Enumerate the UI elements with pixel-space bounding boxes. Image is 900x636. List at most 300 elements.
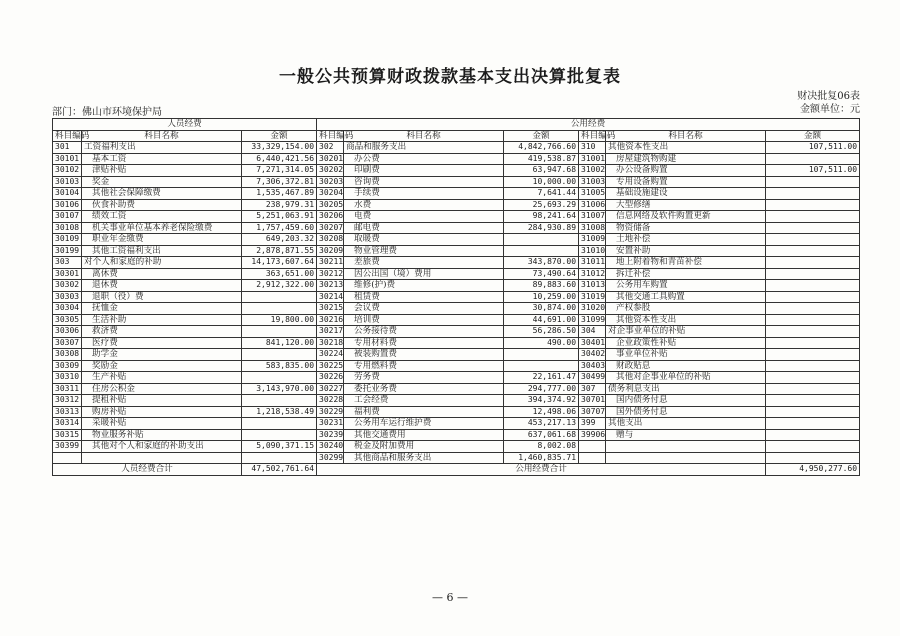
name-cell: 购房补贴 xyxy=(82,406,242,418)
column-header: 科目名称 xyxy=(344,130,504,142)
amount-cell xyxy=(766,291,860,303)
amount-cell: 8,002.08 xyxy=(504,441,579,453)
amount-cell: 63,947.68 xyxy=(504,165,579,177)
amount-cell: 98,241.64 xyxy=(504,211,579,223)
name-cell: 国内债务付息 xyxy=(606,395,766,407)
amount-cell xyxy=(504,360,579,372)
name-cell: 地上附着物和青苗补偿 xyxy=(606,257,766,269)
name-cell: 医疗费 xyxy=(82,337,242,349)
column-header: 科目编码 xyxy=(579,130,606,142)
name-cell: 津贴补贴 xyxy=(82,165,242,177)
code-cell: 30104 xyxy=(53,188,82,200)
amount-cell xyxy=(766,406,860,418)
amount-cell: 284,930.89 xyxy=(504,222,579,234)
amount-cell: 5,090,371.15 xyxy=(242,441,317,453)
code-cell: 30214 xyxy=(317,291,344,303)
form-number: 财决批复06表 xyxy=(797,91,860,102)
name-cell: 对企事业单位的补贴 xyxy=(606,326,766,338)
name-cell: 会议费 xyxy=(344,303,504,315)
code-cell: 30239 xyxy=(317,429,344,441)
amount-cell xyxy=(766,372,860,384)
amount-cell xyxy=(766,418,860,430)
code-cell: 303 xyxy=(53,257,82,269)
amount-cell: 394,374.92 xyxy=(504,395,579,407)
amount-cell xyxy=(766,257,860,269)
totals-row xyxy=(53,464,860,476)
code-cell: 31008 xyxy=(579,222,606,234)
amount-cell: 583,835.00 xyxy=(242,360,317,372)
name-cell: 其他交通费用 xyxy=(344,429,504,441)
code-cell: 30299 xyxy=(317,452,344,464)
expenditure-table xyxy=(52,118,860,476)
amount-cell: 7,271,314.05 xyxy=(242,165,317,177)
code-cell: 31012 xyxy=(579,268,606,280)
public-total-label: 公用经费合计 xyxy=(317,464,766,476)
name-cell: 劳务费 xyxy=(344,372,504,384)
name-cell: 赠与 xyxy=(606,429,766,441)
name-cell: 邮电费 xyxy=(344,222,504,234)
name-cell: 公务用车购置 xyxy=(606,280,766,292)
code-cell: 31019 xyxy=(579,291,606,303)
table-body xyxy=(53,142,860,464)
code-cell: 30202 xyxy=(317,165,344,177)
name-cell xyxy=(82,452,242,464)
name-cell: 离休费 xyxy=(82,268,242,280)
code-cell: 30226 xyxy=(317,372,344,384)
name-cell: 大型修缮 xyxy=(606,199,766,211)
name-cell: 其他资本性支出 xyxy=(606,314,766,326)
name-cell: 因公出国（境）费用 xyxy=(344,268,504,280)
name-cell: 其他对企事业单位的补贴 xyxy=(606,372,766,384)
amount-cell xyxy=(766,360,860,372)
amount-cell: 22,161.47 xyxy=(504,372,579,384)
column-header: 金额 xyxy=(766,130,860,142)
table-row xyxy=(53,165,860,177)
amount-cell xyxy=(766,234,860,246)
name-cell xyxy=(606,441,766,453)
name-cell: 水费 xyxy=(344,199,504,211)
amount-cell xyxy=(242,452,317,464)
name-cell: 抚恤金 xyxy=(82,303,242,315)
code-cell xyxy=(53,452,82,464)
table-row xyxy=(53,234,860,246)
amount-cell: 637,061.68 xyxy=(504,429,579,441)
name-cell: 绩效工资 xyxy=(82,211,242,223)
name-cell: 培训费 xyxy=(344,314,504,326)
code-cell: 30309 xyxy=(53,360,82,372)
code-cell: 30103 xyxy=(53,176,82,188)
code-cell: 31009 xyxy=(579,234,606,246)
amount-cell xyxy=(766,303,860,315)
amount-cell xyxy=(766,383,860,395)
code-cell: 30106 xyxy=(53,199,82,211)
amount-cell xyxy=(766,395,860,407)
code-cell: 30701 xyxy=(579,395,606,407)
name-cell: 奖励金 xyxy=(82,360,242,372)
amount-cell: 73,490.64 xyxy=(504,268,579,280)
code-cell: 30231 xyxy=(317,418,344,430)
table-row xyxy=(53,372,860,384)
name-cell: 其他商品和服务支出 xyxy=(344,452,504,464)
table-row xyxy=(53,280,860,292)
name-cell: 电费 xyxy=(344,211,504,223)
name-cell: 其他交通工具购置 xyxy=(606,291,766,303)
amount-cell: 7,306,372.81 xyxy=(242,176,317,188)
code-cell: 30206 xyxy=(317,211,344,223)
name-cell: 基本工资 xyxy=(82,153,242,165)
code-cell: 30229 xyxy=(317,406,344,418)
public-header: 公用经费 xyxy=(317,119,860,131)
amount-cell: 107,511.00 xyxy=(766,165,860,177)
code-cell: 30308 xyxy=(53,349,82,361)
amount-cell: 3,143,970.00 xyxy=(242,383,317,395)
name-cell: 公务接待费 xyxy=(344,326,504,338)
name-cell: 其他资本性支出 xyxy=(606,142,766,154)
amount-cell xyxy=(766,280,860,292)
name-cell: 印刷费 xyxy=(344,165,504,177)
column-header: 科目编码 xyxy=(317,130,344,142)
table-row xyxy=(53,142,860,154)
code-cell: 30240 xyxy=(317,441,344,453)
code-cell: 30199 xyxy=(53,245,82,257)
table-row xyxy=(53,211,860,223)
code-cell: 30302 xyxy=(53,280,82,292)
amount-cell: 12,498.06 xyxy=(504,406,579,418)
name-cell: 职业年金缴费 xyxy=(82,234,242,246)
amount-cell: 2,878,871.55 xyxy=(242,245,317,257)
table-row xyxy=(53,406,860,418)
name-cell: 物资储备 xyxy=(606,222,766,234)
amount-cell xyxy=(766,211,860,223)
code-cell: 31007 xyxy=(579,211,606,223)
name-cell: 其他社会保障缴费 xyxy=(82,188,242,200)
code-cell: 30213 xyxy=(317,280,344,292)
name-cell: 信息网络及软件购置更新 xyxy=(606,211,766,223)
code-cell: 30204 xyxy=(317,188,344,200)
name-cell: 生活补助 xyxy=(82,314,242,326)
name-cell: 物业管理费 xyxy=(344,245,504,257)
name-cell: 退休费 xyxy=(82,280,242,292)
name-cell: 取暖费 xyxy=(344,234,504,246)
amount-cell: 19,800.00 xyxy=(242,314,317,326)
amount-cell: 107,511.00 xyxy=(766,142,860,154)
column-header: 金额 xyxy=(242,130,317,142)
name-cell: 公务用车运行维护费 xyxy=(344,418,504,430)
amount-cell xyxy=(766,452,860,464)
amount-cell xyxy=(766,268,860,280)
name-cell: 其他对个人和家庭的补助支出 xyxy=(82,441,242,453)
table-row xyxy=(53,268,860,280)
name-cell: 事业单位补贴 xyxy=(606,349,766,361)
table-row xyxy=(53,418,860,430)
amount-cell: 1,535,467.89 xyxy=(242,188,317,200)
amount-cell xyxy=(766,188,860,200)
table-row xyxy=(53,245,860,257)
amount-cell: 89,883.60 xyxy=(504,280,579,292)
code-cell: 30304 xyxy=(53,303,82,315)
name-cell: 物业服务补贴 xyxy=(82,429,242,441)
name-cell: 国外债务付息 xyxy=(606,406,766,418)
amount-cell xyxy=(766,245,860,257)
name-cell: 其他支出 xyxy=(606,418,766,430)
code-cell: 30108 xyxy=(53,222,82,234)
table-row xyxy=(53,222,860,234)
column-header: 金额 xyxy=(504,130,579,142)
code-cell: 30207 xyxy=(317,222,344,234)
amount-cell: 30,874.00 xyxy=(504,303,579,315)
code-cell: 31003 xyxy=(579,176,606,188)
column-header: 科目名称 xyxy=(82,130,242,142)
code-cell: 30402 xyxy=(579,349,606,361)
amount-cell: 56,286.50 xyxy=(504,326,579,338)
personnel-total-amount: 47,502,761.64 xyxy=(242,464,317,476)
name-cell: 房屋建筑物购建 xyxy=(606,153,766,165)
code-cell: 302 xyxy=(317,142,344,154)
name-cell: 安置补助 xyxy=(606,245,766,257)
amount-cell: 6,440,421.56 xyxy=(242,153,317,165)
table-row xyxy=(53,349,860,361)
table-row xyxy=(53,429,860,441)
amount-cell xyxy=(242,395,317,407)
name-cell: 差旅费 xyxy=(344,257,504,269)
name-cell: 专用材料费 xyxy=(344,337,504,349)
name-cell: 拆迁补偿 xyxy=(606,268,766,280)
code-cell: 30109 xyxy=(53,234,82,246)
amount-cell xyxy=(766,153,860,165)
code-cell: 30209 xyxy=(317,245,344,257)
amount-cell: 490.00 xyxy=(504,337,579,349)
code-cell: 30211 xyxy=(317,257,344,269)
name-cell: 机关事业单位基本养老保险缴费 xyxy=(82,222,242,234)
code-cell: 301 xyxy=(53,142,82,154)
code-cell xyxy=(579,441,606,453)
code-cell: 30313 xyxy=(53,406,82,418)
amount-cell: 453,217.13 xyxy=(504,418,579,430)
amount-cell xyxy=(242,349,317,361)
name-cell: 产权参股 xyxy=(606,303,766,315)
table-row xyxy=(53,360,860,372)
code-cell: 30201 xyxy=(317,153,344,165)
code-cell: 31005 xyxy=(579,188,606,200)
code-cell: 30228 xyxy=(317,395,344,407)
table-row xyxy=(53,441,860,453)
name-cell: 企业政策性补贴 xyxy=(606,337,766,349)
name-cell: 福利费 xyxy=(344,406,504,418)
amount-cell xyxy=(242,291,317,303)
amount-cell xyxy=(766,326,860,338)
code-cell: 30315 xyxy=(53,429,82,441)
amount-cell: 2,912,322.00 xyxy=(242,280,317,292)
table-row xyxy=(53,188,860,200)
code-cell: 30216 xyxy=(317,314,344,326)
code-cell: 30208 xyxy=(317,234,344,246)
name-cell: 债务利息支出 xyxy=(606,383,766,395)
code-cell: 30306 xyxy=(53,326,82,338)
code-cell: 304 xyxy=(579,326,606,338)
name-cell: 租赁费 xyxy=(344,291,504,303)
name-cell: 住房公积金 xyxy=(82,383,242,395)
code-cell: 31011 xyxy=(579,257,606,269)
table-row xyxy=(53,176,860,188)
name-cell: 委托业务费 xyxy=(344,383,504,395)
code-cell: 30399 xyxy=(53,441,82,453)
code-cell: 30305 xyxy=(53,314,82,326)
amount-cell: 649,203.32 xyxy=(242,234,317,246)
table-row xyxy=(53,337,860,349)
table-row xyxy=(53,452,860,464)
code-cell: 30707 xyxy=(579,406,606,418)
table-row xyxy=(53,303,860,315)
amount-cell: 25,693.29 xyxy=(504,199,579,211)
code-cell: 30301 xyxy=(53,268,82,280)
name-cell: 工会经费 xyxy=(344,395,504,407)
code-cell: 31006 xyxy=(579,199,606,211)
name-cell: 助学金 xyxy=(82,349,242,361)
amount-cell xyxy=(242,429,317,441)
name-cell: 税金及附加费用 xyxy=(344,441,504,453)
code-cell: 30101 xyxy=(53,153,82,165)
department-label: 部门：佛山市环境保护局 xyxy=(52,107,162,118)
table-row xyxy=(53,199,860,211)
amount-cell xyxy=(766,222,860,234)
name-cell: 被装购置费 xyxy=(344,349,504,361)
code-cell: 30203 xyxy=(317,176,344,188)
amount-cell: 14,173,607.64 xyxy=(242,257,317,269)
code-cell: 30314 xyxy=(53,418,82,430)
name-cell: 救济费 xyxy=(82,326,242,338)
name-cell: 工资福利支出 xyxy=(82,142,242,154)
amount-cell xyxy=(242,418,317,430)
amount-cell: 44,691.00 xyxy=(504,314,579,326)
amount-cell: 841,120.00 xyxy=(242,337,317,349)
amount-cell xyxy=(242,372,317,384)
code-cell: 30403 xyxy=(579,360,606,372)
column-header: 科目名称 xyxy=(606,130,766,142)
name-cell: 采暖补贴 xyxy=(82,418,242,430)
name-cell: 维修(护)费 xyxy=(344,280,504,292)
personnel-header: 人员经费 xyxy=(53,119,317,131)
table-row xyxy=(53,326,860,338)
amount-cell xyxy=(242,303,317,315)
code-cell: 39906 xyxy=(579,429,606,441)
amount-unit: 金额单位：元 xyxy=(800,104,860,115)
amount-cell xyxy=(504,234,579,246)
code-cell: 30499 xyxy=(579,372,606,384)
amount-cell xyxy=(766,337,860,349)
name-cell: 办公费 xyxy=(344,153,504,165)
code-cell: 31099 xyxy=(579,314,606,326)
name-cell: 专用设备购置 xyxy=(606,176,766,188)
code-cell xyxy=(579,452,606,464)
amount-cell xyxy=(766,349,860,361)
code-cell: 30311 xyxy=(53,383,82,395)
amount-cell xyxy=(242,326,317,338)
personnel-total-label: 人员经费合计 xyxy=(53,464,242,476)
code-cell: 31020 xyxy=(579,303,606,315)
name-cell: 提租补贴 xyxy=(82,395,242,407)
code-cell: 30102 xyxy=(53,165,82,177)
code-cell: 30205 xyxy=(317,199,344,211)
code-cell: 30212 xyxy=(317,268,344,280)
code-cell: 30307 xyxy=(53,337,82,349)
amount-cell: 1,460,835.71 xyxy=(504,452,579,464)
code-cell: 30225 xyxy=(317,360,344,372)
name-cell: 专用燃料费 xyxy=(344,360,504,372)
name-cell: 咨询费 xyxy=(344,176,504,188)
code-cell: 31001 xyxy=(579,153,606,165)
amount-cell: 363,651.00 xyxy=(242,268,317,280)
table-row xyxy=(53,314,860,326)
name-cell: 手续费 xyxy=(344,188,504,200)
code-cell: 399 xyxy=(579,418,606,430)
page-number: — 6 — xyxy=(432,591,468,604)
column-header: 科目编码 xyxy=(53,130,82,142)
amount-cell: 10,000.00 xyxy=(504,176,579,188)
name-cell: 基础设施建设 xyxy=(606,188,766,200)
amount-cell: 7,641.44 xyxy=(504,188,579,200)
amount-cell: 1,757,459.60 xyxy=(242,222,317,234)
amount-cell xyxy=(766,199,860,211)
amount-cell xyxy=(766,176,860,188)
amount-cell xyxy=(504,245,579,257)
name-cell xyxy=(606,452,766,464)
code-cell: 310 xyxy=(579,142,606,154)
code-cell: 30303 xyxy=(53,291,82,303)
code-cell: 30227 xyxy=(317,383,344,395)
name-cell: 生产补贴 xyxy=(82,372,242,384)
public-total-amount: 4,950,277.60 xyxy=(766,464,860,476)
code-cell: 31013 xyxy=(579,280,606,292)
name-cell: 奖金 xyxy=(82,176,242,188)
table-row xyxy=(53,153,860,165)
amount-cell: 4,842,766.60 xyxy=(504,142,579,154)
name-cell: 土地补偿 xyxy=(606,234,766,246)
amount-cell: 5,251,063.91 xyxy=(242,211,317,223)
table-row xyxy=(53,257,860,269)
table-row xyxy=(53,291,860,303)
amount-cell xyxy=(766,429,860,441)
amount-cell: 33,329,154.00 xyxy=(242,142,317,154)
name-cell: 伙食补助费 xyxy=(82,199,242,211)
code-cell: 30312 xyxy=(53,395,82,407)
amount-cell: 10,259.00 xyxy=(504,291,579,303)
code-cell: 30401 xyxy=(579,337,606,349)
name-cell: 办公设备购置 xyxy=(606,165,766,177)
name-cell: 商品和服务支出 xyxy=(344,142,504,154)
name-cell: 财政贴息 xyxy=(606,360,766,372)
amount-cell xyxy=(766,441,860,453)
amount-cell xyxy=(504,349,579,361)
name-cell: 对个人和家庭的补助 xyxy=(82,257,242,269)
name-cell: 其他工资福利支出 xyxy=(82,245,242,257)
code-cell: 30224 xyxy=(317,349,344,361)
code-cell: 30217 xyxy=(317,326,344,338)
name-cell: 退职（役）费 xyxy=(82,291,242,303)
code-cell: 30107 xyxy=(53,211,82,223)
code-cell: 307 xyxy=(579,383,606,395)
table-row xyxy=(53,383,860,395)
amount-cell: 294,777.00 xyxy=(504,383,579,395)
amount-cell: 1,218,538.49 xyxy=(242,406,317,418)
code-cell: 31002 xyxy=(579,165,606,177)
page-title: 一般公共预算财政拨款基本支出决算批复表 xyxy=(279,67,621,87)
table-row xyxy=(53,395,860,407)
code-cell: 30215 xyxy=(317,303,344,315)
amount-cell: 419,538.87 xyxy=(504,153,579,165)
amount-cell xyxy=(766,314,860,326)
amount-cell: 238,979.31 xyxy=(242,199,317,211)
code-cell: 30310 xyxy=(53,372,82,384)
